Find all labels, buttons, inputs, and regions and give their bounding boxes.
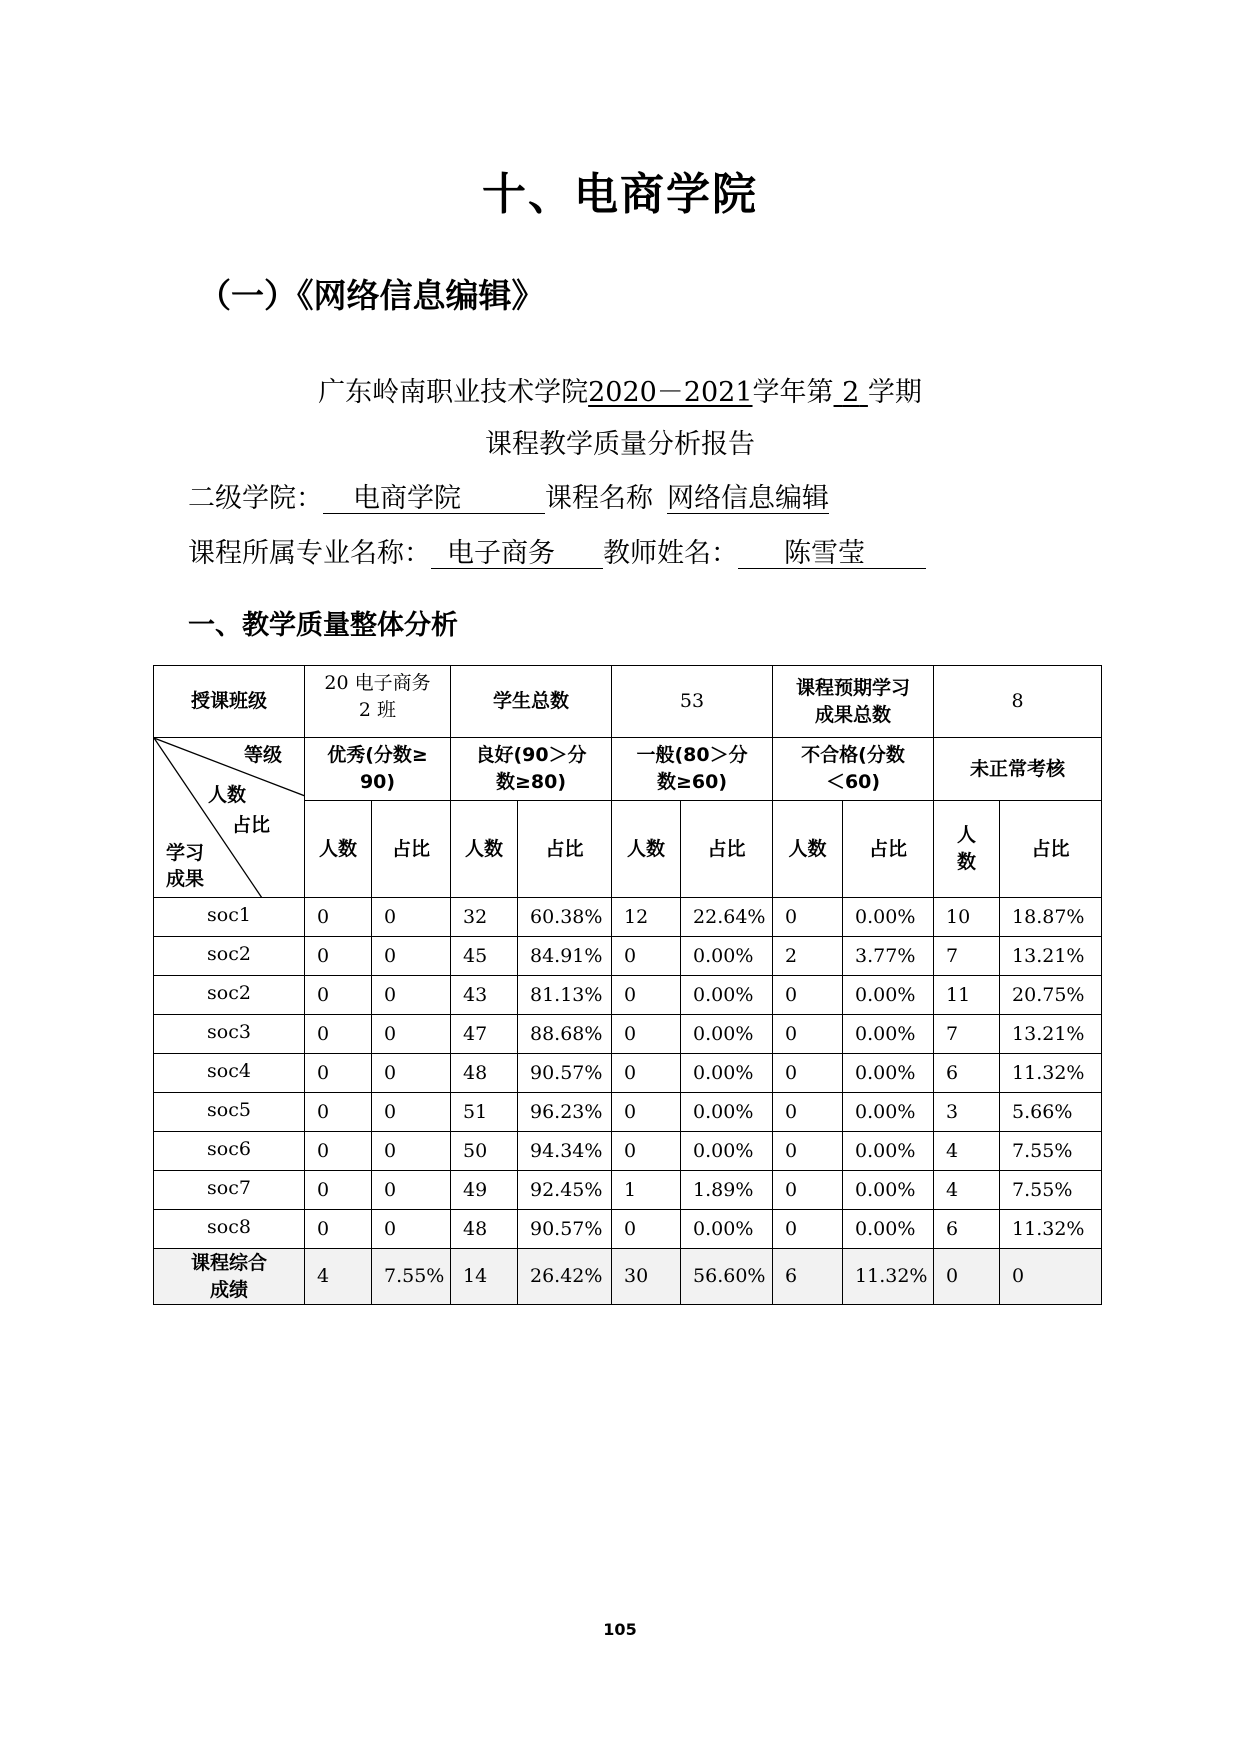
academic-year: 2020－2021 bbox=[588, 377, 753, 408]
table-cell: 92.45% bbox=[518, 1171, 612, 1210]
table-cell: 0 bbox=[773, 1015, 843, 1054]
class-label: 授课班级 bbox=[154, 666, 305, 738]
quality-analysis-table bbox=[153, 665, 1102, 1305]
major-value-field bbox=[431, 540, 603, 569]
table-row bbox=[154, 1210, 1102, 1249]
total-cell: 26.42% bbox=[518, 1249, 612, 1305]
table-cell: 48 bbox=[451, 1210, 518, 1249]
table-row bbox=[154, 1054, 1102, 1093]
table-cell: 3 bbox=[934, 1093, 1000, 1132]
table-cell: 0 bbox=[612, 1015, 681, 1054]
ratio-header: 占比 bbox=[843, 801, 934, 898]
table-cell: 10 bbox=[934, 898, 1000, 937]
ratio-header: 占比 bbox=[372, 801, 451, 898]
table-cell: 0 bbox=[372, 1171, 451, 1210]
year-suffix: 学年第 bbox=[752, 377, 834, 408]
table-cell: 51 bbox=[451, 1093, 518, 1132]
report-header-line bbox=[0, 370, 1240, 409]
grade-fail: 不合格(分数 ＜60) bbox=[773, 738, 934, 801]
students-value: 53 bbox=[612, 666, 773, 738]
learning-outcome-label: soc7 bbox=[154, 1171, 305, 1210]
ratio-header: 占比 bbox=[681, 801, 773, 898]
table-cell: 0 bbox=[372, 1015, 451, 1054]
table-cell: 45 bbox=[451, 937, 518, 976]
total-cell: 56.60% bbox=[681, 1249, 773, 1305]
table-cell: 49 bbox=[451, 1171, 518, 1210]
table-cell: 11.32% bbox=[1000, 1054, 1102, 1093]
total-cell: 30 bbox=[612, 1249, 681, 1305]
table-cell: 11.32% bbox=[1000, 1210, 1102, 1249]
table-cell: 0.00% bbox=[681, 937, 773, 976]
learning-outcome-label: soc3 bbox=[154, 1015, 305, 1054]
corner-learning-label-2: 成果 bbox=[166, 868, 205, 890]
table-cell: 0 bbox=[773, 976, 843, 1015]
grade-average: 一般(80＞分 数≥60) bbox=[612, 738, 773, 801]
table-cell: 12 bbox=[612, 898, 681, 937]
major-teacher-line bbox=[188, 531, 926, 570]
college-value-field bbox=[323, 485, 545, 514]
college-value: 电商学院 bbox=[353, 483, 461, 514]
table-cell: 0 bbox=[305, 898, 372, 937]
total-cell: 11.32% bbox=[843, 1249, 934, 1305]
total-cell: 0 bbox=[934, 1249, 1000, 1305]
table-cell: 0 bbox=[612, 1210, 681, 1249]
table-cell: 18.87% bbox=[1000, 898, 1102, 937]
table-cell: 0 bbox=[372, 898, 451, 937]
table-cell: 0.00% bbox=[843, 1054, 934, 1093]
table-cell: 0 bbox=[305, 976, 372, 1015]
table-cell: 0 bbox=[773, 898, 843, 937]
table-cell: 7 bbox=[934, 937, 1000, 976]
course-value: 网络信息编辑 bbox=[667, 483, 829, 514]
teacher-value-field bbox=[738, 540, 926, 569]
table-cell: 6 bbox=[934, 1054, 1000, 1093]
table-cell: 84.91% bbox=[518, 937, 612, 976]
table-cell: 6 bbox=[934, 1210, 1000, 1249]
table-cell: 0 bbox=[372, 1210, 451, 1249]
count-header: 人数 bbox=[305, 801, 372, 898]
term-number: 2 bbox=[842, 377, 860, 408]
table-cell: 32 bbox=[451, 898, 518, 937]
total-cell: 7.55% bbox=[372, 1249, 451, 1305]
table-row bbox=[154, 1132, 1102, 1171]
table-cell: 7 bbox=[934, 1015, 1000, 1054]
corner-grade-label: 等级 bbox=[243, 744, 282, 766]
grade-excellent: 优秀(分数≥ 90) bbox=[305, 738, 451, 801]
table-cell: 81.13% bbox=[518, 976, 612, 1015]
learning-outcome-label: soc2 bbox=[154, 937, 305, 976]
grade-not-assessed: 未正常考核 bbox=[934, 738, 1102, 801]
count-header: 人数 bbox=[773, 801, 843, 898]
table-cell: 0 bbox=[305, 1132, 372, 1171]
table-cell: 0 bbox=[773, 1210, 843, 1249]
table-cell: 0 bbox=[372, 976, 451, 1015]
table-row bbox=[154, 976, 1102, 1015]
table-cell: 0 bbox=[372, 1054, 451, 1093]
table-cell: 0 bbox=[612, 1132, 681, 1171]
total-cell: 0 bbox=[1000, 1249, 1102, 1305]
table-cell: 0 bbox=[612, 976, 681, 1015]
learning-outcome-label: soc8 bbox=[154, 1210, 305, 1249]
table-row bbox=[154, 1015, 1102, 1054]
total-cell: 4 bbox=[305, 1249, 372, 1305]
table-cell: 2 bbox=[773, 937, 843, 976]
table-cell: 0 bbox=[305, 937, 372, 976]
table-cell: 5.66% bbox=[1000, 1093, 1102, 1132]
outcomes-label: 课程预期学习 成果总数 bbox=[773, 666, 934, 738]
report-title: 课程教学质量分析报告 bbox=[485, 429, 755, 460]
table-cell: 0 bbox=[305, 1210, 372, 1249]
page-number: 105 bbox=[603, 1620, 637, 1639]
table-cell: 0 bbox=[773, 1132, 843, 1171]
count-header: 人数 bbox=[612, 801, 681, 898]
students-label: 学生总数 bbox=[451, 666, 612, 738]
table-cell: 48 bbox=[451, 1054, 518, 1093]
table-row bbox=[154, 1171, 1102, 1210]
count-header: 人 数 bbox=[934, 801, 1000, 898]
term-suffix: 学期 bbox=[867, 377, 922, 408]
section-heading: 一、教学质量整体分析 bbox=[188, 610, 458, 641]
learning-outcome-label: soc4 bbox=[154, 1054, 305, 1093]
table-cell: 3.77% bbox=[843, 937, 934, 976]
table-cell: 13.21% bbox=[1000, 937, 1102, 976]
table-cell: 0.00% bbox=[843, 898, 934, 937]
learning-outcome-label: soc5 bbox=[154, 1093, 305, 1132]
corner-learning-label-1: 学习 bbox=[166, 842, 205, 864]
corner-ratio-label: 占比 bbox=[232, 814, 271, 836]
count-header: 人数 bbox=[451, 801, 518, 898]
major-label: 课程所属专业名称： bbox=[188, 538, 431, 569]
learning-outcome-label: soc1 bbox=[154, 898, 305, 937]
table-cell: 1 bbox=[612, 1171, 681, 1210]
table-cell: 0.00% bbox=[843, 1093, 934, 1132]
table-cell: 0.00% bbox=[681, 1015, 773, 1054]
table-cell: 60.38% bbox=[518, 898, 612, 937]
data-rows bbox=[154, 898, 1102, 1249]
table-cell: 0 bbox=[612, 1054, 681, 1093]
class-value: 20 电子商务 2 班 bbox=[305, 666, 451, 738]
table-cell: 0.00% bbox=[681, 1093, 773, 1132]
table-cell: 0.00% bbox=[681, 976, 773, 1015]
major-value: 电子商务 bbox=[447, 538, 555, 569]
table-cell: 0 bbox=[773, 1171, 843, 1210]
ratio-header: 占比 bbox=[518, 801, 612, 898]
grade-good: 良好(90＞分 数≥80) bbox=[451, 738, 612, 801]
table-cell: 7.55% bbox=[1000, 1132, 1102, 1171]
learning-outcome-label: soc2 bbox=[154, 976, 305, 1015]
total-row bbox=[154, 1249, 1102, 1305]
table-row bbox=[154, 898, 1102, 937]
table-cell: 0 bbox=[612, 937, 681, 976]
table-cell: 94.34% bbox=[518, 1132, 612, 1171]
table-cell: 20.75% bbox=[1000, 976, 1102, 1015]
table-cell: 0 bbox=[612, 1093, 681, 1132]
table-cell: 0.00% bbox=[843, 1015, 934, 1054]
page-title: 十、电商学院 bbox=[482, 169, 758, 220]
teacher-label: 教师姓名： bbox=[603, 538, 738, 569]
table-info-row bbox=[154, 666, 1102, 738]
table-cell: 22.64% bbox=[681, 898, 773, 937]
table-cell: 43 bbox=[451, 976, 518, 1015]
table-cell: 50 bbox=[451, 1132, 518, 1171]
table-row bbox=[154, 1093, 1102, 1132]
table-cell: 0 bbox=[305, 1093, 372, 1132]
outcomes-value: 8 bbox=[934, 666, 1102, 738]
total-cell: 14 bbox=[451, 1249, 518, 1305]
table-cell: 0.00% bbox=[843, 976, 934, 1015]
table-cell: 0 bbox=[372, 937, 451, 976]
table-cell: 0.00% bbox=[681, 1210, 773, 1249]
table-cell: 7.55% bbox=[1000, 1171, 1102, 1210]
college-label: 二级学院： bbox=[188, 483, 323, 514]
table-cell: 4 bbox=[934, 1171, 1000, 1210]
table-cell: 0 bbox=[773, 1093, 843, 1132]
total-row-label: 课程综合 成绩 bbox=[154, 1249, 305, 1305]
table-cell: 0.00% bbox=[843, 1132, 934, 1171]
table-cell: 13.21% bbox=[1000, 1015, 1102, 1054]
table-cell: 0.00% bbox=[843, 1210, 934, 1249]
table-cell: 0 bbox=[305, 1171, 372, 1210]
teacher-value: 陈雪莹 bbox=[784, 538, 865, 569]
table-cell: 0 bbox=[773, 1054, 843, 1093]
course-label: 课程名称 bbox=[545, 483, 653, 514]
course-title: （一）《网络信息编辑》 bbox=[198, 276, 545, 315]
college-course-line bbox=[188, 476, 829, 515]
table-cell: 88.68% bbox=[518, 1015, 612, 1054]
ratio-header: 占比 bbox=[1000, 801, 1102, 898]
table-cell: 0.00% bbox=[681, 1054, 773, 1093]
table-cell: 90.57% bbox=[518, 1210, 612, 1249]
table-cell: 47 bbox=[451, 1015, 518, 1054]
table-cell: 11 bbox=[934, 976, 1000, 1015]
table-cell: 0 bbox=[305, 1015, 372, 1054]
table-row bbox=[154, 937, 1102, 976]
table-cell: 0 bbox=[372, 1093, 451, 1132]
table-cell: 90.57% bbox=[518, 1054, 612, 1093]
learning-outcome-label: soc6 bbox=[154, 1132, 305, 1171]
table-cell: 0 bbox=[305, 1054, 372, 1093]
table-cell: 0.00% bbox=[843, 1171, 934, 1210]
table-cell: 0 bbox=[372, 1132, 451, 1171]
table-cell: 0.00% bbox=[681, 1132, 773, 1171]
table-cell: 1.89% bbox=[681, 1171, 773, 1210]
total-cell: 6 bbox=[773, 1249, 843, 1305]
diagonal-corner-cell bbox=[154, 738, 305, 898]
table-cell: 96.23% bbox=[518, 1093, 612, 1132]
table-cell: 4 bbox=[934, 1132, 1000, 1171]
corner-people-label: 人数 bbox=[208, 784, 247, 806]
grade-header-row bbox=[154, 738, 1102, 801]
school-name: 广东岭南职业技术学院 bbox=[318, 377, 589, 408]
